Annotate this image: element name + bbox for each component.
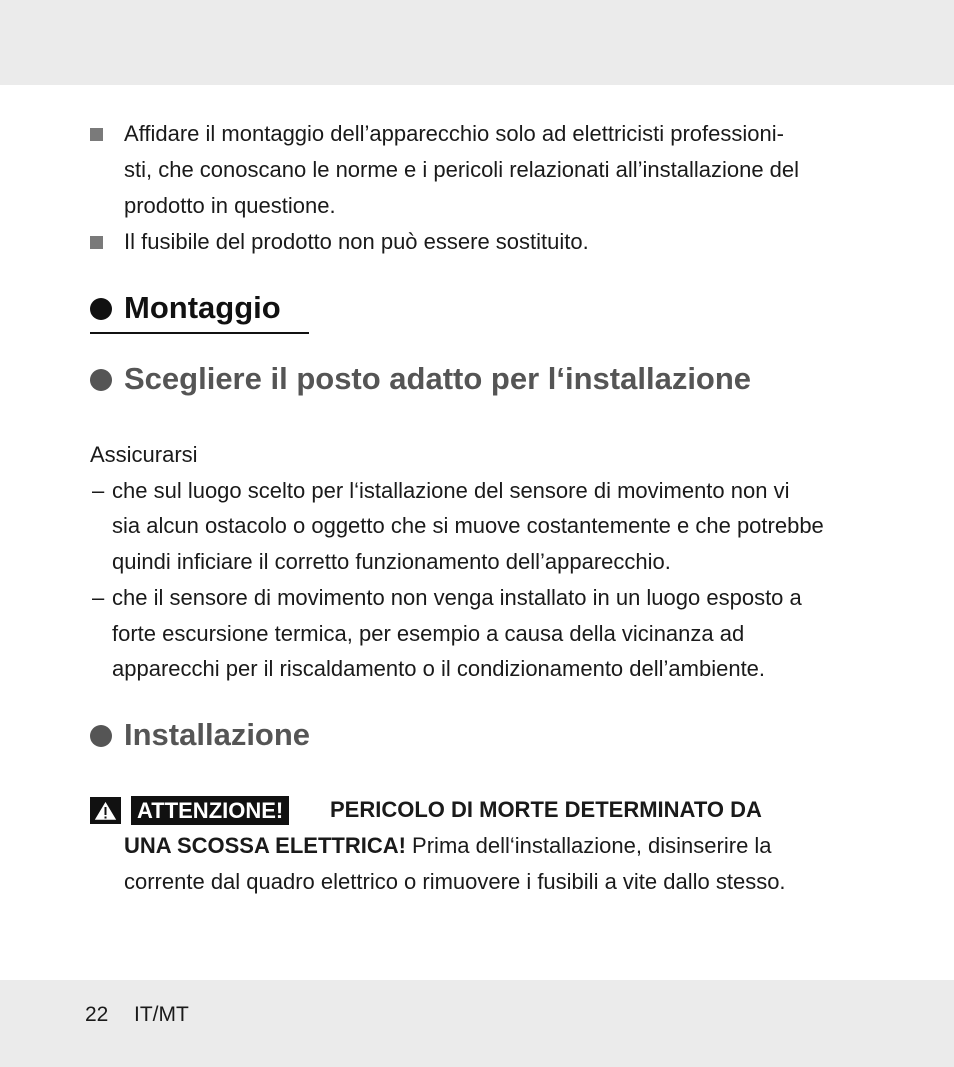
top-band	[0, 0, 954, 85]
attention-label: ATTENZIONE!	[131, 796, 289, 825]
dash-item-line: sia alcun ostacolo o oggetto che si muove costantemente e che potrebbe	[112, 513, 824, 538]
warning-text: Prima dell‘installazione, disinserire la	[405, 833, 772, 858]
warning-triangle-icon	[90, 797, 121, 824]
list-item-line: Il fusibile del prodotto non può essere sostituito.	[124, 229, 589, 254]
heading-montaggio: Montaggio	[124, 290, 281, 325]
dash-item-line: quindi inficiare il corretto funzionamento dell’apparecchio.	[112, 549, 671, 574]
heading-installazione: Installazione	[124, 717, 311, 752]
square-bullet-icon	[90, 128, 103, 141]
warning-heading-line: PERICOLO DI MORTE DETERMINATO DA	[330, 797, 762, 822]
heading-scegliere: Scegliere il posto adatto per l‘installazione	[124, 361, 752, 396]
dash-icon: –	[92, 585, 105, 610]
dash-item-line: apparecchi per il riscaldamento o il condizionamento dell’ambiente.	[112, 656, 766, 681]
dash-item-line: che il sensore di movimento non venga installato in un luogo esposto a	[112, 585, 802, 610]
dash-item-line: che sul luogo scelto per l‘istallazione del sensore di movimento non vi	[112, 478, 790, 503]
page-number: 22	[85, 1003, 109, 1026]
list-item-line: prodotto in questione.	[124, 193, 336, 218]
list-item-line: sti, che conoscano le norme e i pericoli relazionati all’installazione del	[124, 157, 800, 182]
warning-heading-line: UNA SCOSSA ELETTRICA!	[124, 833, 406, 858]
warning-text: corrente dal quadro elettrico o rimuovere i fusibili a vite dallo stesso.	[124, 869, 786, 894]
heading-bullet-icon	[90, 369, 112, 391]
language-code: IT/MT	[134, 1003, 189, 1026]
intro-text: Assicurarsi	[90, 442, 198, 467]
dash-icon: –	[92, 478, 105, 503]
heading-bullet-icon	[90, 725, 112, 747]
heading-underline	[90, 332, 309, 334]
square-bullet-icon	[90, 236, 103, 249]
list-item-line: Affidare il montaggio dell’apparecchio solo ad elettricisti professioni-	[124, 121, 784, 146]
heading-bullet-icon	[90, 298, 112, 320]
warning-line-2	[124, 828, 772, 864]
dash-item-line: forte escursione termica, per esempio a causa della vicinanza ad	[112, 621, 745, 646]
